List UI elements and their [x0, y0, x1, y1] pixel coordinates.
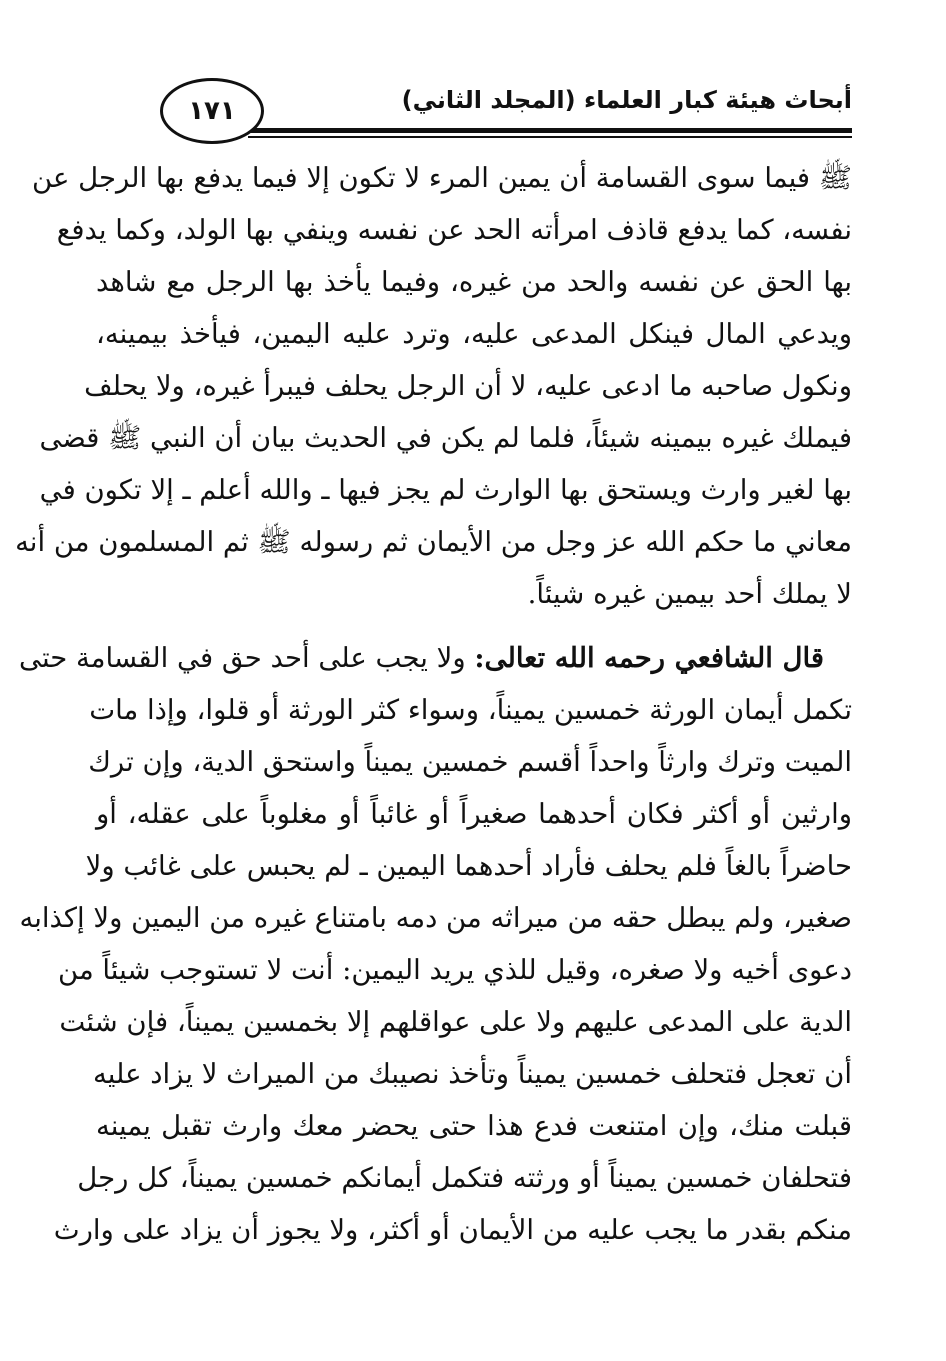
running-title: أبحاث هيئة كبار العلماء (المجلد الثاني)	[401, 86, 852, 114]
speaker-lead: قال الشافعي رحمه الله تعالى:	[474, 642, 824, 674]
header-rule-thin	[248, 136, 852, 138]
text-line: الدية على المدعى عليهم ولا على عواقلهم إلا بخمسين يميناً، فإن شئت	[59, 1006, 852, 1038]
text-line: لا يملك أحد بيمين غيره شيئاً.	[527, 578, 852, 610]
text-line: ويدعي المال فينكل المدعى عليه، وترد عليه اليمين، فيأخذ بيمينه،	[96, 318, 852, 350]
text-line-lead	[19, 632, 852, 684]
paragraph-gap	[96, 620, 852, 632]
page-header	[88, 76, 852, 140]
text-line: وارثين أو أكثر فكان أحدهما صغيراً أو غائباً أو مغلوباً على عقله، أو	[96, 798, 852, 830]
page-number-oval	[160, 78, 264, 144]
text-line: نفسه، كما يدفع قاذف امرأته الحد عن نفسه وينفي بها الولد، وكما يدفع	[56, 214, 852, 246]
text-line: قبلت منك، وإن امتنعت فدع هذا حتى يحضر معك وارث تقبل يمينه	[96, 1110, 852, 1142]
page-number: ١٧١	[188, 96, 236, 126]
text-line: بها الحق عن نفسه والحد من غيره، وفيما يأخذ بها الرجل مع شاهد	[96, 266, 852, 298]
body-text	[15, 152, 852, 1256]
paragraph-2	[19, 632, 852, 1256]
text-line: بها لغير وارث ويستحق بها الوارث لم يجز فيها ـ والله أعلم ـ إلا تكون في	[39, 474, 852, 506]
text-line: معاني ما حكم الله عز وجل من الأيمان ثم رسوله ﷺ ثم المسلمون من أنه	[15, 526, 852, 558]
header-rule-thick	[248, 128, 852, 133]
text-segment: ولا يجب على أحد حق في القسامة حتى	[19, 642, 475, 674]
text-line: فيملك غيره بيمينه شيئاً، فلما لم يكن في الحديث بيان أن النبي ﷺ قضى	[39, 422, 852, 454]
text-line: تكمل أيمان الورثة خمسين يميناً، وسواء كثر الورثة أو قلوا، وإذا مات	[89, 694, 852, 726]
text-line: ونكول صاحبه ما ادعى عليه، لا أن الرجل يحلف فيبرأ غيره، ولا يحلف	[84, 370, 852, 402]
paragraph-1	[15, 152, 852, 620]
text-line: الميت وترك وارثاً واحداً أقسم خمسين يميناً واستحق الدية، وإن ترك	[88, 746, 852, 778]
text-line: ﷺ فيما سوى القسامة أن يمين المرء لا تكون إلا فيما يدفع بها الرجل عن	[32, 162, 852, 194]
text-line: صغير، ولم يبطل حقه من ميراثه من دمه بامتناع غيره من اليمين ولا إكذابه	[19, 902, 852, 934]
text-line: دعوى أخيه ولا صغره، وقيل للذي يريد اليمين: أنت لا تستوجب شيئاً من	[58, 954, 852, 986]
text-line: منكم بقدر ما يجب عليه من الأيمان أو أكثر، ولا يجوز أن يزاد على وارث	[53, 1214, 852, 1246]
text-line: حاضراً بالغاً فلم يحلف فأراد أحدهما اليمين ـ لم يحبس على غائب ولا	[85, 850, 852, 882]
text-line: فتحلفان خمسين يميناً أو ورثته فتكمل أيمانكم خمسين يميناً، كل رجل	[77, 1162, 852, 1194]
text-line: أن تعجل فتحلف خمسين يميناً وتأخذ نصيبك من الميراث لا يزاد عليه	[92, 1058, 852, 1090]
